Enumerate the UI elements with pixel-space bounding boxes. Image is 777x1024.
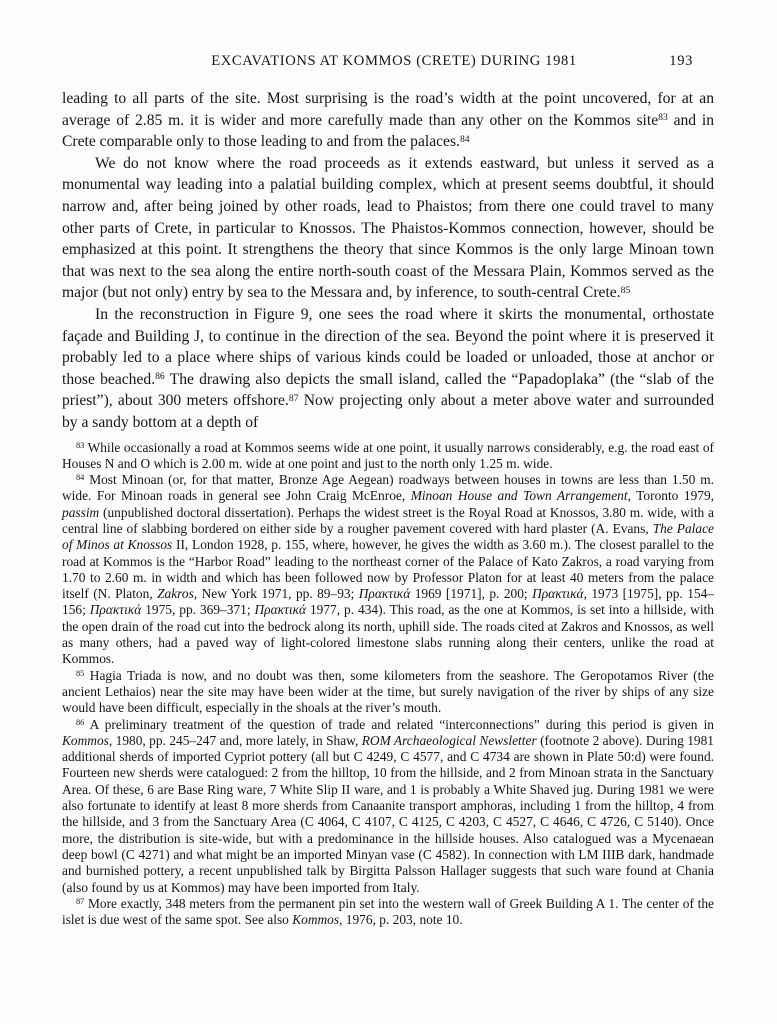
footnotes xyxy=(62,440,714,929)
text-run: While occasionally a road at Kommos seems wide at one point, it usually narrows considerably, e.g. the road east of Houses N and O which is 2.00 m. wide at one point and just to the north only 1.25 m. wide. xyxy=(62,439,714,471)
italic-run: Minoan House and Town Arrangement xyxy=(410,488,628,504)
text-run: , Toronto 1979, xyxy=(627,488,714,504)
text-run: Most Minoan (or, for that matter, Bronze Age Aegean) roadways between houses in towns are less than 1.50 m. wide. For Minoan roads in general see John Craig McEnroe, xyxy=(62,472,714,504)
text-run: II, London 1928, p. 155, where, however, he gives the width as 3.60 m.). The closest parallel to the road at Kommos is the “Harbor Road” leading to the northeast corner of the Palace of Kato Zakros, a road varying from 1.70 to 2.60 m. in width and which has been followed now by Professor Platon for at least 40 meters from the palace itself (N. Platon, xyxy=(62,537,714,602)
italic-run: The Palace of Minos at Knossos xyxy=(62,520,714,553)
text-run: , 1973 [1975], pp. 154–156; xyxy=(62,586,714,618)
footnote-ref: 87 xyxy=(288,392,299,404)
text-run: , 1980, pp. 245–247 and, more lately, in Shaw, xyxy=(108,732,362,748)
italic-run: Πρακτικά xyxy=(532,586,584,602)
footnote-ref: 86 xyxy=(155,371,165,383)
italic-run: Kommos xyxy=(62,732,109,748)
running-head xyxy=(62,53,714,70)
article-running-title: EXCAVATIONS AT KOMMOS (CRETE) DURING 1981 xyxy=(211,53,577,69)
page-content xyxy=(62,88,714,928)
italic-run: Πρακτικά xyxy=(254,602,307,618)
page-number: 193 xyxy=(669,53,693,69)
footnote-number: 85 xyxy=(76,668,85,678)
text-run: and in Crete comparable only to those leading to and from the palaces. xyxy=(62,111,714,151)
text-run: The drawing also depicts the small island, called the “Papadoplaka” (the “slab of the priest”), about 300 meters offshore. xyxy=(62,370,714,410)
italic-run: passim xyxy=(62,504,100,520)
text-run: Hagia Triada is now, and no doubt was then, some kilometers from the seashore. The Geropotamos River (the ancient Lethaios) near the site may have been wider at the time, but surely navigation of the river by ships of any size would have been difficult, especially in the shoals at the river’s mouth. xyxy=(62,667,714,716)
footnote-87 xyxy=(62,896,714,929)
text-run: , 1976, p. 203, note 10. xyxy=(339,912,463,928)
italic-run: Πρακτικά xyxy=(358,586,411,602)
body-paragraph-3 xyxy=(62,304,714,434)
text-run: leading to all parts of the site. Most surprising is the road’s width at the point uncovered, for at an average of 2.85 m. it is wider and more carefully made than any other on the Kommos site xyxy=(62,90,714,129)
footnote-85 xyxy=(62,668,714,717)
italic-run: Zakros xyxy=(157,586,194,602)
body-paragraph-1 xyxy=(62,88,714,153)
text-run: 1975, pp. 369–371; xyxy=(141,602,255,618)
body-paragraph-2 xyxy=(62,153,714,304)
text-run: (footnote 2 above). During 1981 additional sherds of imported Cypriot pottery (all but C 4249, C 4577, and C 4734 are shown in Plate 50:d) were found. Fourteen new sherds were catalogued: 2 from the hilltop, 10 from the hillside, and 2 from Minoan strata in the Sanctuary Area. Of these, 6 are Base Ring ware, 7 White Slip II ware, and 1 is probably a White Shaved jug. During 1981 we were also fortunate to identify at least 8 more sherds from Canaanite transport amphoras, including 1 from the hilltop, 4 from the hillside, and 3 from the Sanctuary Area (C 4064, C 4107, C 4125, C 4203, C 4527, C 4646, C 4726, C 5140). Once more, the distribution is site-wide, but with a predominance in the hillside houses. Also catalogued was a Mycenaean deep bowl (C 4271) and what might be an imported Minyan vase (C 4582). In connection with LM IIIB dark, handmade and burnished pottery, a recent unpublished talk by Birgitta Palsson Hallager suggests that such ware found at Chania (also found by us at Kommos) may have been imported from Italy. xyxy=(62,732,714,895)
text-run: A preliminary treatment of the question of trade and related “interconnections” during this period is given in xyxy=(89,716,714,732)
footnote-ref: 83 xyxy=(658,111,668,123)
text-run: , New York 1971, pp. 89–93; xyxy=(193,586,359,602)
text-run: (unpublished doctoral dissertation). Perhaps the widest street is the Royal Road at Knossos, 3.80 m. wide, with a central line of slabbing bordered on either side by a rougher pavement covered with hard plaster (A. Evans, xyxy=(62,504,714,536)
text-run: In the reconstruction in Figure 9, one sees the road where it skirts the monumental, orthostate façade and Building J, to continue in the direction of the sea. Beyond the point where it is preserved it probably led to a place where ships of various kinds could be loaded or unloaded, those at anchor or those beached. xyxy=(62,305,714,388)
footnote-number: 83 xyxy=(76,440,85,450)
footnote-83 xyxy=(62,440,714,473)
footnote-ref: 85 xyxy=(620,284,631,296)
text-run: 1977, p. 434). This road, as the one at Kommos, is set into a hillside, with the open drain of the road cut into the bedrock along its north, uphill side. The roads cited at Zakros and Knossos, as well as many others, had a paved way of light-colored limestone slabs running along their centers, unlike the road at Kommos. xyxy=(62,602,714,667)
footnote-number: 84 xyxy=(76,473,85,483)
text-run: 1969 [1971], p. 200; xyxy=(410,586,533,602)
footnote-84 xyxy=(62,472,714,668)
italic-run: Kommos xyxy=(292,912,340,928)
text-run: We do not know where the road proceeds as it extends eastward, but unless it served as a monumental way leading into a palatial building complex, which at present seems doubtful, it should narrow and, after being joined by other roads, lead to Phaistos; from there one could travel to many other parts of Crete, in particular to Knossos. The Phaistos-Kommos connection, however, should be emphasized at this point. It strengthens the theory that since Kommos is the only large Minoan town that was next to the sea along the entire north-south coast of the Messara Plain, Kommos served as the major (but not only) entry by sea to the Messara and, by inference, to south-central Crete. xyxy=(62,154,714,302)
text-run: More exactly, 348 meters from the permanent pin set into the western wall of Greek Building A 1. The center of the islet is due west of the same spot. See also xyxy=(62,895,714,928)
footnote-ref: 84 xyxy=(459,133,470,145)
footnote-number: 87 xyxy=(76,896,85,906)
italic-run: Πρακτικά xyxy=(89,602,142,618)
text-run: Now projecting only about a meter above water and surrounded by a sandy bottom at a depth of xyxy=(62,392,714,431)
body-text xyxy=(62,88,714,434)
footnote-86 xyxy=(62,717,714,896)
italic-run: ROM Archaeological Newsletter xyxy=(361,732,537,748)
footnote-number: 86 xyxy=(76,717,85,727)
